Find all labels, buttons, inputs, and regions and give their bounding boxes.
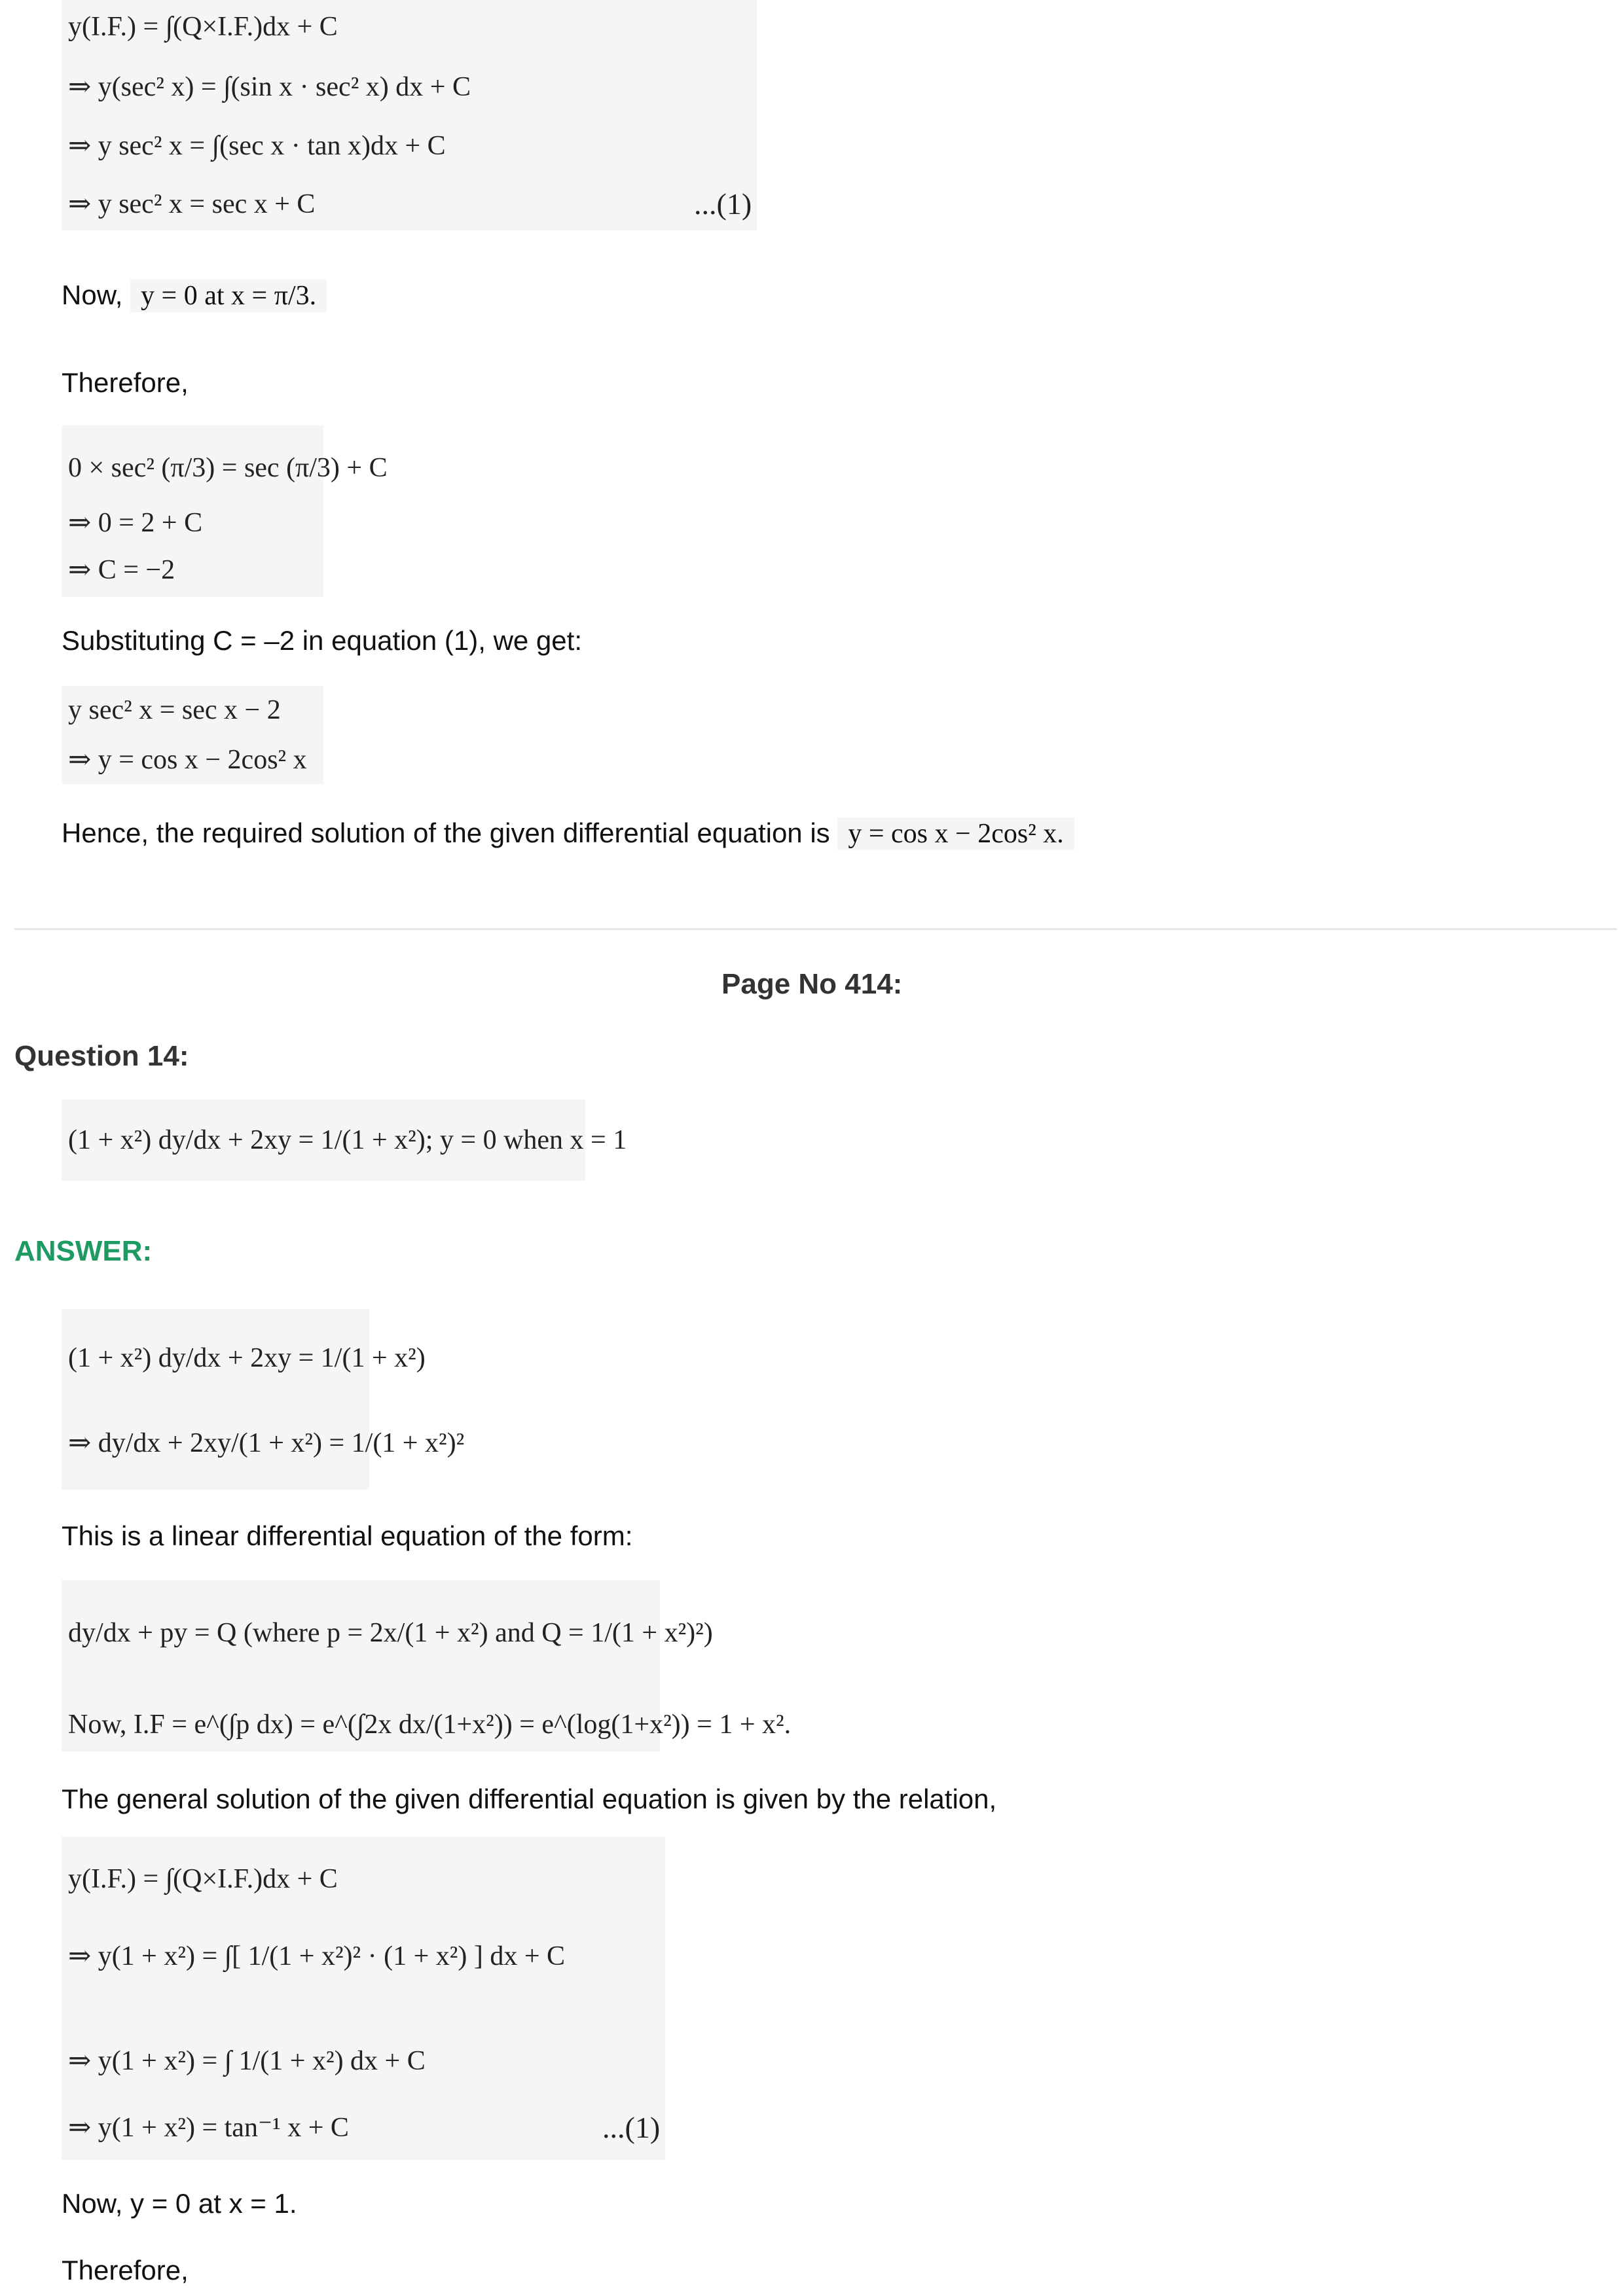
condition-text: Now, y = 0 at x = 1. xyxy=(62,2188,297,2219)
linear-form-text: This is a linear differential equation of the form: xyxy=(62,1520,633,1551)
form-line: dy/dx + py = Q (where p = 2x/(1 + x²) and Q = 1/(1 + x²)²) xyxy=(68,1618,713,1648)
conclusion-text: Hence, the required solution of the given differential equation is xyxy=(62,817,830,848)
form-block xyxy=(62,1580,792,1751)
therefore-text: Therefore, xyxy=(62,367,189,398)
condition-prefix: Now, xyxy=(62,279,123,310)
integrating-factor-line: Now, I.F = e^(∫p dx) = e^(∫2x dx/(1+x²)) = e^(log(1+x²)) = 1 + x². xyxy=(68,1710,792,1740)
derivation-line: y(I.F.) = ∫(Q×I.F.)dx + C xyxy=(68,12,338,42)
constant-line: 0 × sec² (π/3) = sec (π/3) + C xyxy=(68,453,388,483)
question-equation: (1 + x²) dy/dx + 2xy = 1/(1 + x²); y = 0 when x = 1 xyxy=(68,1125,627,1155)
condition-math: y = 0 at x = π/3. xyxy=(130,279,327,312)
derivation-line: ⇒ y(sec² x) = ∫(sin x · sec² x) dx + C xyxy=(68,72,471,102)
section-divider xyxy=(14,928,1617,930)
answer-initial-line: ⇒ dy/dx + 2xy/(1 + x²) = 1/(1 + x²)² xyxy=(68,1428,465,1458)
substitution-line: y sec² x = sec x − 2 xyxy=(68,695,281,725)
solution-line: y(I.F.) = ∫(Q×I.F.)dx + C xyxy=(68,1864,338,1894)
solution-line: ⇒ y(1 + x²) = tan⁻¹ x + C xyxy=(68,2113,349,2143)
question-statement xyxy=(62,1100,627,1181)
therefore-text: Therefore, xyxy=(62,2255,189,2286)
solution-line: ⇒ y(1 + x²) = ∫ 1/(1 + x²) dx + C xyxy=(68,2046,426,2076)
derivation-line: ⇒ y sec² x = ∫(sec x · tan x)dx + C xyxy=(68,131,446,161)
page-number: Page No 414: xyxy=(721,968,903,1000)
conclusion-math: y = cos x − 2cos² x. xyxy=(837,817,1074,850)
answer-initial-line: (1 + x²) dy/dx + 2xy = 1/(1 + x²) xyxy=(68,1343,426,1373)
solution-block xyxy=(62,1837,665,2160)
answer-heading: ANSWER: xyxy=(14,1235,153,1267)
equation-tag: ...(1) xyxy=(694,187,752,221)
question-title: Question 14: xyxy=(14,1040,189,1072)
substitution-block xyxy=(62,686,323,784)
substitution-text: Substituting C = –2 in equation (1), we get: xyxy=(62,625,582,656)
derivation-block xyxy=(62,0,757,230)
equation-tag: ...(1) xyxy=(602,2111,661,2144)
solution-line: ⇒ y(1 + x²) = ∫[ 1/(1 + x²)² · (1 + x²) ] dx + C xyxy=(68,1941,566,1971)
derivation-line: ⇒ y sec² x = sec x + C xyxy=(68,189,316,219)
substitution-line: ⇒ y = cos x − 2cos² x xyxy=(68,745,307,775)
constant-block xyxy=(62,425,388,597)
answer-initial-block xyxy=(62,1309,465,1490)
general-solution-text: The general solution of the given differential equation is given by the relation, xyxy=(62,1784,997,1814)
constant-line: ⇒ 0 = 2 + C xyxy=(68,508,203,538)
constant-line: ⇒ C = −2 xyxy=(68,555,175,585)
conclusion-line xyxy=(62,817,1074,850)
condition-line xyxy=(62,279,327,312)
